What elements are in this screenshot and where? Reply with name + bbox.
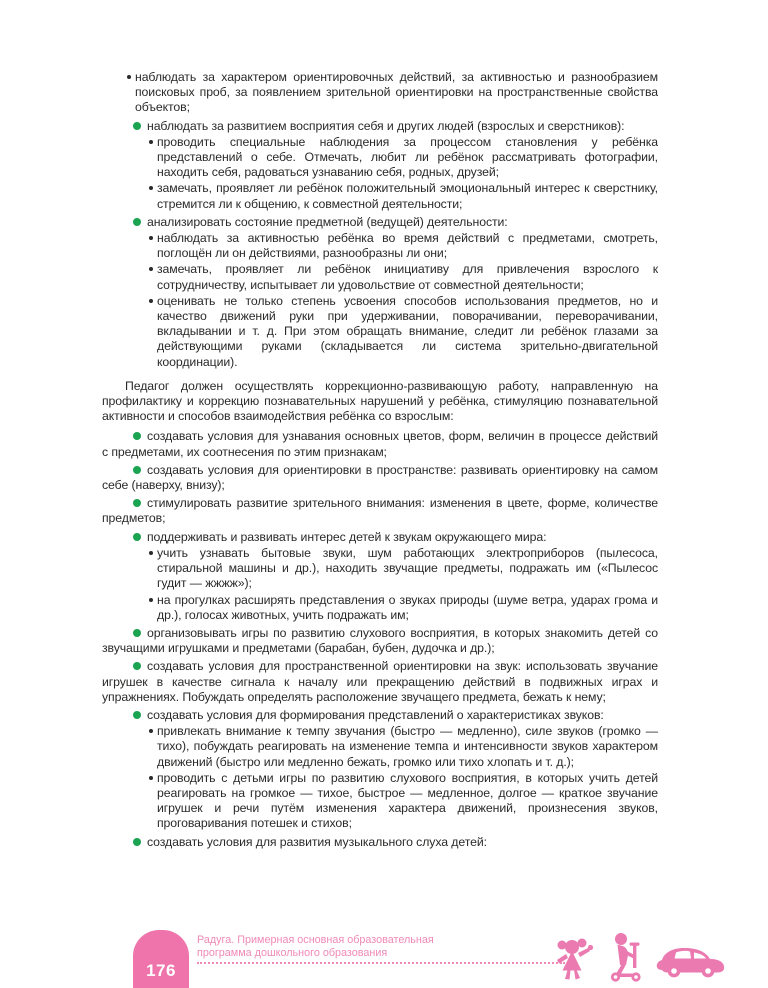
black-bullet-icon xyxy=(149,598,153,602)
item-text: создавать условия для пространственной ориентировки на звук: использовать звучание игрушек в качестве сигнала к началу или прекращению действий в подвижных играх и упражнениях. Побуждать определять расположение звучащего предмета, бежать к нему; xyxy=(102,659,658,704)
list-item xyxy=(102,135,658,181)
list-item xyxy=(102,546,658,592)
footer-line2: программа дошкольного образования xyxy=(197,946,388,959)
black-bullet-icon xyxy=(149,267,153,271)
black-bullet-icon xyxy=(149,729,153,733)
black-bullet-icon xyxy=(149,236,153,240)
item-text: наблюдать за активностью ребёнка во время действий с предметами, смотреть, поглощён ли он действиями, разнообразны ли они; xyxy=(157,231,658,261)
list-item xyxy=(102,181,658,211)
list-item xyxy=(102,119,658,134)
item-text: оценивать не только степень усвоения способов использования предметов, но и качество движений руки при удерживании, поворачивании, переворачивании, вкладывании и т. д. При этом обращать внимание, следит ли ребёнок глазами за действующими руками (складывается ли система зрительно-двигательной координации). xyxy=(157,293,658,369)
item-text: создавать условия для развития музыкального слуха детей: xyxy=(147,834,487,849)
list-item xyxy=(102,771,658,832)
item-text: организовывать игры по развитию слухового восприятия, в которых знакомить детей со звучащими игрушками и предметами (барабан, бубен, дудочка и др.); xyxy=(102,625,658,656)
item-text: наблюдать за развитием восприятия себя и других людей (взрослых и сверстников): xyxy=(147,118,625,133)
green-bullet-icon xyxy=(133,662,141,670)
item-text: Педагог должен осуществлять коррекционно-развивающую работу, направленную на профилактику и коррекцию познавательных нарушений у ребёнка, стимуляцию познавательной активности и способов взаимодействия ребёнка со взрослым: xyxy=(102,378,658,424)
item-text: на прогулках расширять представления о звуках природы (шуме ветра, ударах грома и др.), голосах животных, учить подражать им; xyxy=(157,592,658,622)
list-item xyxy=(102,530,658,545)
green-bullet-icon xyxy=(133,838,141,846)
list-item xyxy=(102,724,658,770)
green-bullet-icon xyxy=(133,466,141,474)
list-item xyxy=(102,429,658,459)
footer-title xyxy=(197,934,434,959)
list-item xyxy=(102,294,658,370)
fairy-girl-icon xyxy=(552,936,596,982)
green-bullet-icon xyxy=(133,122,141,130)
black-bullet-icon xyxy=(149,551,153,555)
item-text: наблюдать за характером ориентировочных действий, за активностью и разнообразием поисковых проб, за появлением зрительной ориентировки на пространственные свойства объектов; xyxy=(135,70,658,115)
list-item xyxy=(102,593,658,623)
item-text: замечать, проявляет ли ребёнок положительный эмоциональный интерес к сверстнику, стремится ли к общению, к совместной деятельности; xyxy=(157,181,658,211)
green-bullet-icon xyxy=(133,432,141,440)
black-bullet-icon xyxy=(127,75,131,79)
item-text: проводить специальные наблюдения за процессом становления у ребёнка представлений о себе. Отмечать, любит ли ребёнок рассматривать фотографии, находить себя, радоваться узнаванию себя, родных, друзей; xyxy=(157,134,658,180)
content-area xyxy=(102,70,658,850)
page-number-tab xyxy=(133,930,189,988)
item-text: создавать условия для формирования представлений о характеристиках звуков: xyxy=(147,707,604,722)
item-text: привлекать внимание к темпу звучания (быстро — медленно), силе звуков (громко — тихо), побуждать реагировать на изменение темпа и интенсивности звуков характером движений (быстро или медленно бежать, громко или тихо хлопать и т. д.); xyxy=(157,724,658,769)
black-bullet-icon xyxy=(149,140,153,144)
list-item xyxy=(102,835,658,850)
list-item xyxy=(102,215,658,230)
list-item xyxy=(102,496,658,526)
item-text: стимулировать развитие зрительного внимания: изменения в цвете, форме, количестве предметов; xyxy=(102,496,658,526)
list-item xyxy=(102,262,658,292)
list-item xyxy=(102,708,658,723)
green-bullet-icon xyxy=(133,711,141,719)
paragraph xyxy=(102,379,658,425)
toy-car-icon xyxy=(654,944,726,978)
green-bullet-icon xyxy=(133,499,141,507)
green-bullet-icon xyxy=(133,533,141,541)
item-text: проводить с детьми игры по развитию слухового восприятия, в которых учить детей реагировать на громкое — тихое, быстрое — медленное, долгое — краткое звучание игрушек и речи путём изменения характера движений, произнесения звуков, проговаривания потешек и стихов; xyxy=(157,770,658,831)
dotted-separator xyxy=(197,962,565,964)
item-text: анализировать состояние предметной (ведущей) деятельности: xyxy=(147,214,508,229)
black-bullet-icon xyxy=(149,776,153,780)
item-text: создавать условия для узнавания основных цветов, форм, величин в процессе действий с предметами, их соотнесения по этим признакам; xyxy=(102,429,658,459)
footer-icons xyxy=(552,930,730,982)
item-text: поддерживать и развивать интерес детей к звукам окружающего мира: xyxy=(147,529,547,544)
black-bullet-icon xyxy=(149,299,153,303)
green-bullet-icon xyxy=(133,629,141,637)
item-text: замечать, проявляет ли ребёнок инициативу для привлечения взрослого к сотрудничеству, испытывает ли удовольствие от совместной деятельности; xyxy=(157,262,658,292)
item-text: создавать условия для ориентировки в пространстве: развивать ориентировку на самом себе (наверху, внизу); xyxy=(102,462,658,493)
list-item xyxy=(102,463,658,493)
green-bullet-icon xyxy=(133,218,141,226)
list-item xyxy=(102,626,658,656)
child-on-scooter-icon xyxy=(603,932,647,982)
list-item xyxy=(102,659,658,705)
footer-line1: Радуга. Примерная основная образовательная xyxy=(197,934,434,946)
black-bullet-icon xyxy=(149,186,153,190)
page-number: 176 xyxy=(146,961,176,980)
list-item xyxy=(102,231,658,261)
list-item xyxy=(102,70,658,116)
item-text: учить узнавать бытовые звуки, шум работающих электроприборов (пылесоса, стиральной машины и др.), находить звучащие предметы, подражать им («Пылесос гудит — жжжж»); xyxy=(157,545,658,591)
